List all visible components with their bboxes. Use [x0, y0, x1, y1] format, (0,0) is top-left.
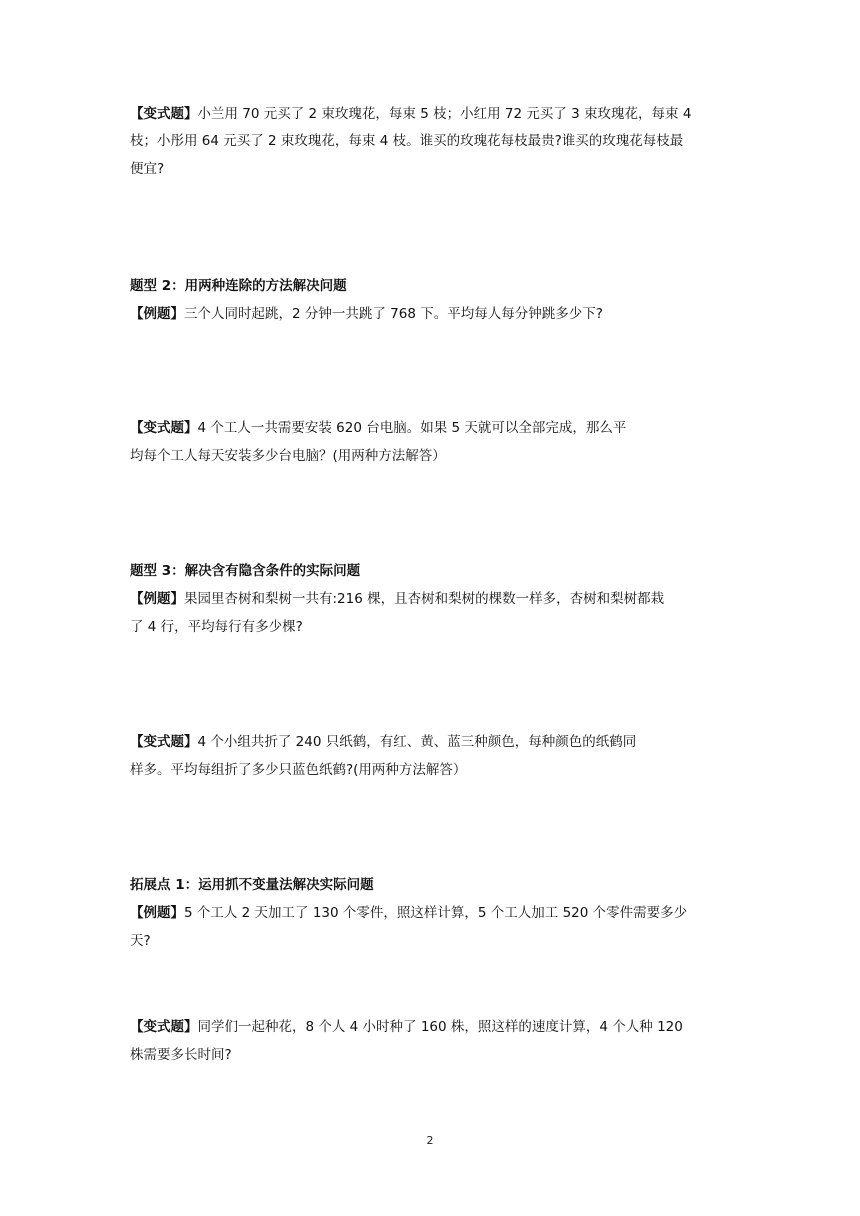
problem-text: 小兰用 70 元买了 2 束玫瑰花，每束 5 枝；小红用 72 元买了 3 束玫瑰花，每束 4: [197, 106, 692, 122]
problem-tag: 【变式题】: [130, 106, 198, 122]
problem-line: 株需要多长时间?: [130, 1047, 232, 1063]
problem-text: 三个人同时起跳，2 分钟一共跳了 768 下。平均每人每分钟跳多少下?: [184, 306, 603, 322]
problem-text: 同学们一起种花，8 个人 4 小时种了 160 株，照这样的速度计算，4 个人种 120: [197, 1019, 683, 1035]
problem-tag: 【例题】: [130, 591, 184, 607]
problem-line: 天?: [130, 933, 151, 949]
problem-line: 便宜?: [130, 161, 165, 177]
page-number: 2: [426, 1134, 434, 1147]
problem-line: [130, 1017, 683, 1037]
problem-text: 果园里杏树和梨树一共有:216 棵，且杏树和梨树的棵数一样多，杏树和梨树都栽: [184, 591, 665, 607]
problem-line: [130, 732, 636, 752]
problem-tag: 【变式题】: [130, 734, 198, 750]
problem-line: 枝；小彤用 64 元买了 2 束玫瑰花，每束 4 枝。谁买的玫瑰花每枝最贵?谁买的玫瑰花每枝最: [130, 133, 684, 149]
problem-line: 样多。平均每组折了多少只蓝色纸鹤?(用两种方法解答）: [130, 762, 467, 778]
section-heading: 题型 3：解决含有隐含条件的实际问题: [130, 563, 361, 579]
problem-line: [130, 589, 664, 609]
problem-tag: 【变式题】: [130, 1019, 198, 1035]
section-heading: 题型 2：用两种连除的方法解决问题: [130, 278, 347, 294]
problem-line: [130, 418, 626, 438]
problem-line: 了 4 行，平均每行有多少棵?: [130, 619, 303, 635]
problem-tag: 【例题】: [130, 306, 184, 322]
problem-line: [130, 903, 687, 923]
section-heading: 拓展点 1：运用抓不变量法解决实际问题: [130, 877, 374, 893]
problem-text: 5 个工人 2 天加工了 130 个零件，照这样计算，5 个工人加工 520 个零件需要多少: [184, 905, 688, 921]
problem-line: [130, 304, 603, 324]
problem-text: 4 个工人一共需要安装 620 台电脑。如果 5 天就可以全部完成，那么平: [197, 420, 627, 436]
problem-tag: 【例题】: [130, 905, 184, 921]
problem-line: 均每个工人每天安装多少台电脑？(用两种方法解答）: [130, 448, 446, 464]
problem-line: [130, 104, 691, 124]
problem-text: 4 个小组共折了 240 只纸鹤，有红、黄、蓝三种颜色，每种颜色的纸鹤同: [197, 734, 637, 750]
problem-tag: 【变式题】: [130, 420, 198, 436]
